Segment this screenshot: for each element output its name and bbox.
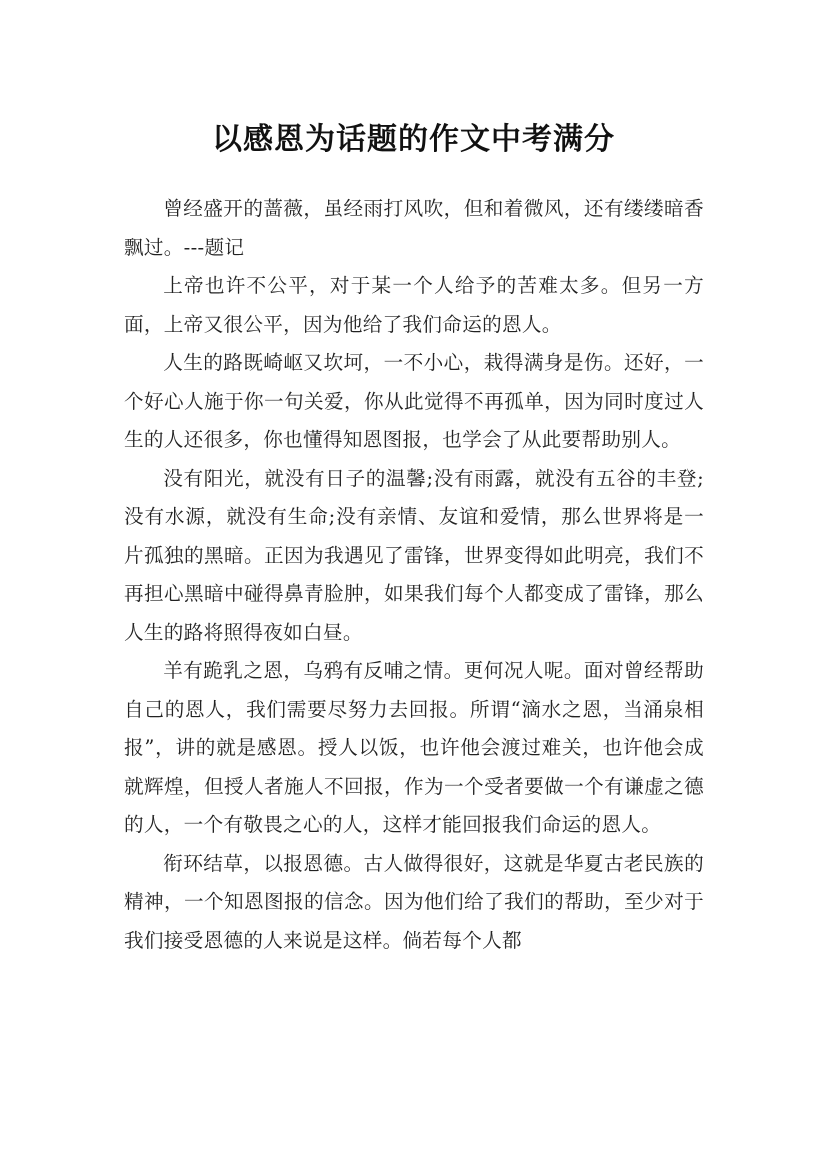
paragraph-5: 羊有跪乳之恩，乌鸦有反哺之情。更何况人呢。面对曾经帮助自己的恩人，我们需要尽努力去回报。所谓“滴水之恩，当涌泉相报”，讲的就是感恩。授人以饭，也许他会渡过难关，也许他会成就辉煌，但授人者施人不回报，作为一个受者要做一个有谦虚之德的人，一个有敬畏之心的人，这样才能回报我们命运的恩人。 [124, 659, 704, 836]
paragraph-epigraph: 曾经盛开的蔷薇，虽经雨打风吹，但和着微风，还有缕缕暗香飘过。---题记 [124, 197, 704, 259]
document-body [124, 190, 704, 960]
paragraph-3: 人生的路既崎岖又坎坷，一不小心，栽得满身是伤。还好，一个好心人施于你一句关爱，你从此觉得不再孤单，因为同时度过人生的人还很多，你也懂得知恩图报，也学会了从此要帮助别人。 [124, 351, 704, 451]
paragraph-2: 上帝也许不公平，对于某一个人给予的苦难太多。但另一方面，上帝又很公平，因为他给了我们命运的恩人。 [124, 274, 704, 336]
paragraph-6: 衔环结草，以报恩德。古人做得很好，这就是华夏古老民族的精神，一个知恩图报的信念。因为他们给了我们的帮助，至少对于我们接受恩德的人来说是这样。倘若每个人都 [124, 851, 704, 952]
document-title: 以感恩为话题的作文中考满分 [212, 122, 615, 158]
paragraph-4: 没有阳光，就没有日子的温馨;没有雨露，就没有五谷的丰登;没有水源，就没有生命;没有亲情、友谊和爱情，那么世界将是一片孤独的黑暗。正因为我遇见了雷锋，世界变得如此明亮，我们不再担心黑暗中碰得鼻青脸肿，如果我们每个人都变成了雷锋，那么人生的路将照得夜如白昼。 [124, 466, 704, 644]
